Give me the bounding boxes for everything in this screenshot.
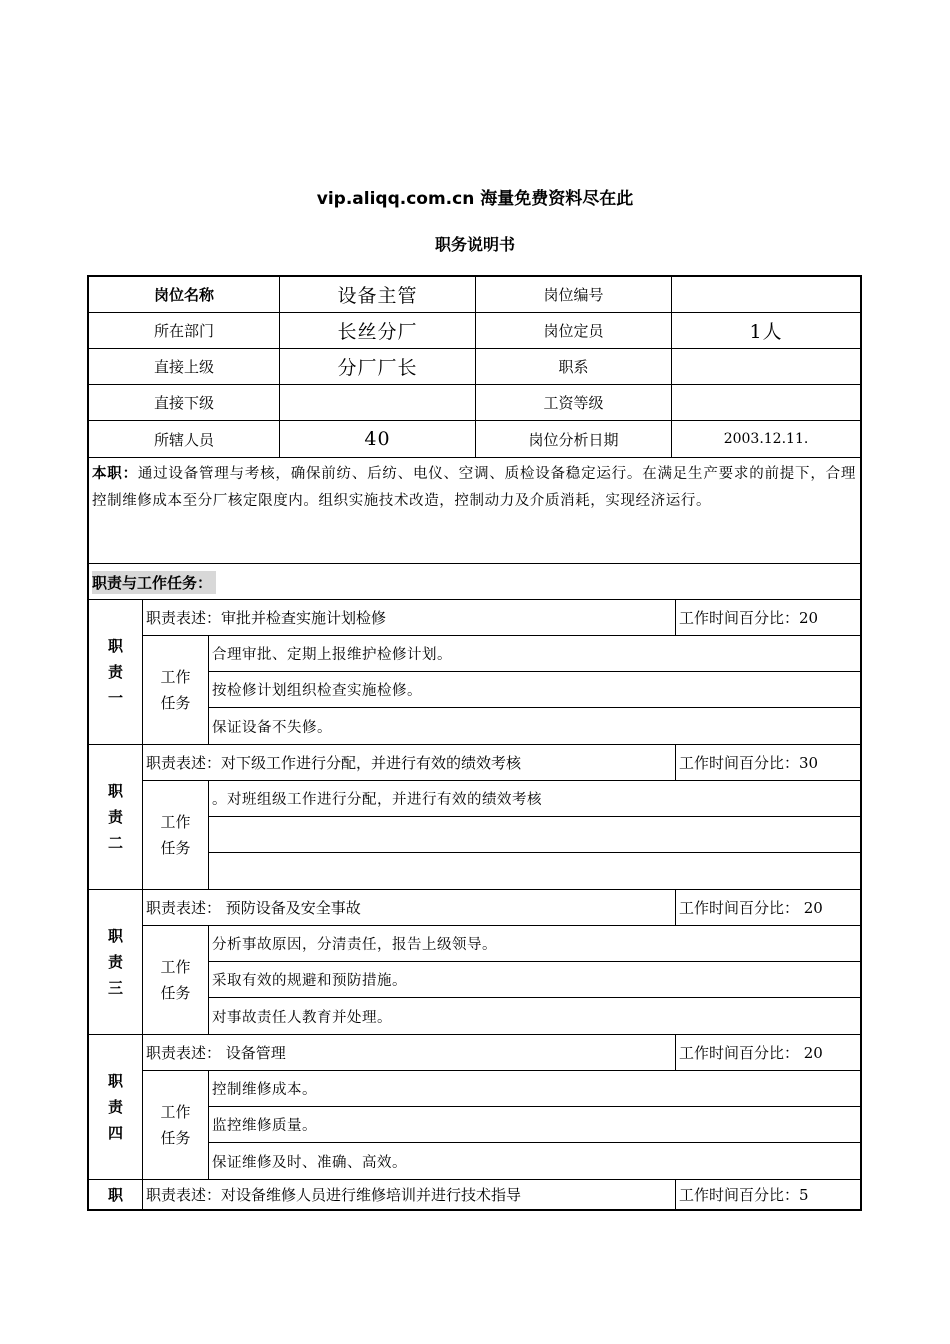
task-label-text: 工作 (160, 668, 191, 686)
info-label-subordinate: 直接下级 (89, 385, 280, 421)
duty-label-char: 责 (107, 1098, 123, 1116)
duty-label-char: 责 (107, 808, 123, 826)
task-label (143, 926, 209, 1035)
site-banner: vip.aliqq.com.cn 海量免费资料尽在此 (316, 189, 634, 209)
info-label-position-code: 岗位编号 (476, 277, 672, 313)
task-label-text: 任务 (160, 839, 191, 857)
duty-label (89, 1180, 143, 1209)
duty-label (89, 600, 143, 745)
duty-time-percentage: 工作时间百分比： 20 (676, 890, 860, 926)
task-item: 控制维修成本。 (209, 1071, 860, 1107)
duties-header-text: 职责与工作任务： (92, 571, 216, 594)
info-value-job-family (672, 349, 860, 385)
task-label-text: 任务 (160, 1129, 191, 1147)
info-label-job-family: 职系 (476, 349, 672, 385)
info-label-department: 所在部门 (89, 313, 280, 349)
job-description-table (87, 275, 862, 1211)
duty-time-percentage: 工作时间百分比：30 (676, 745, 860, 781)
job-summary (89, 458, 860, 564)
duties-section-header (89, 565, 860, 600)
info-value-headcount: 1人 (672, 313, 860, 349)
info-value-department: 长丝分厂 (280, 313, 476, 349)
task-item: 监控维修质量。 (209, 1107, 860, 1143)
duty-label-char: 职 (107, 637, 123, 655)
duty-description: 职责表述： 设备管理 (143, 1035, 676, 1071)
duty-label-char: 职 (107, 1185, 123, 1204)
task-label (143, 636, 209, 745)
info-value-supervisor: 分厂厂长 (280, 349, 476, 385)
info-value-subordinate (280, 385, 476, 421)
info-value-position-code (672, 277, 860, 313)
duty-label-char: 责 (107, 663, 123, 681)
info-value-analysis-date: 2003.12.11. (672, 421, 860, 458)
duty-label-char: 职 (107, 927, 123, 945)
document-title: 职务说明书 (434, 235, 515, 254)
info-label-staff-count: 所辖人员 (89, 421, 280, 458)
duty-label (89, 1035, 143, 1180)
info-value-position-name: 设备主管 (280, 277, 476, 313)
task-label-text: 任务 (160, 694, 191, 712)
task-label-text: 工作 (160, 958, 191, 976)
info-label-headcount: 岗位定员 (476, 313, 672, 349)
task-item: 对事故责任人教育并处理。 (209, 998, 860, 1035)
task-item (209, 853, 860, 890)
task-item: 保证设备不失修。 (209, 708, 860, 745)
duty-label-char: 职 (107, 1072, 123, 1090)
task-item (209, 817, 860, 853)
task-label (143, 1071, 209, 1180)
task-item: 按检修计划组织检查实施检修。 (209, 672, 860, 708)
duty-description: 职责表述：审批并检查实施计划检修 (143, 600, 676, 636)
duty-description: 职责表述：对设备维修人员进行维修培训并进行技术指导 (143, 1180, 676, 1209)
info-value-staff-count: 40 (280, 421, 476, 458)
task-label-text: 工作 (160, 1103, 191, 1121)
task-label-text: 工作 (160, 813, 191, 831)
duty-label (89, 890, 143, 1035)
info-value-salary-grade (672, 385, 860, 421)
duty-label-char: 一 (107, 689, 123, 707)
duty-label-char: 责 (107, 953, 123, 971)
duty-time-percentage: 工作时间百分比：20 (676, 600, 860, 636)
duty-time-percentage: 工作时间百分比：5 (679, 1186, 809, 1204)
task-item: 。对班组级工作进行分配，并进行有效的绩效考核 (209, 781, 860, 817)
task-label (143, 781, 209, 890)
task-item: 合理审批、定期上报维护检修计划。 (209, 636, 860, 672)
task-label-text: 任务 (160, 984, 191, 1002)
job-summary-text: 通过设备管理与考核，确保前纺、后纺、电仪、空调、质检设备稳定运行。在满足生产要求的前提下，合理控制维修成本至分厂核定限度内。组织实施技术改造，控制动力及介质消耗，实现经济运行。 (92, 466, 856, 509)
duty-description: 职责表述：对下级工作进行分配，并进行有效的绩效考核 (143, 745, 676, 781)
duty-label-char: 职 (107, 782, 123, 800)
duty-label-char: 二 (107, 834, 123, 852)
job-summary-label: 本职： (92, 466, 138, 482)
task-item: 保证维修及时、准确、高效。 (209, 1143, 860, 1180)
info-label-supervisor: 直接上级 (89, 349, 280, 385)
info-label-analysis-date: 岗位分析日期 (476, 421, 672, 458)
duty-time-percentage: 工作时间百分比： 20 (676, 1035, 860, 1071)
task-item: 分析事故原因，分清责任，报告上级领导。 (209, 926, 860, 962)
info-label-salary-grade: 工资等级 (476, 385, 672, 421)
duty-label-char: 四 (107, 1124, 123, 1142)
duty-description: 职责表述： 预防设备及安全事故 (143, 890, 676, 926)
info-label-position-name: 岗位名称 (89, 277, 280, 313)
duty-label (89, 745, 143, 890)
task-item: 采取有效的规避和预防措施。 (209, 962, 860, 998)
duty-label-char: 三 (107, 979, 123, 997)
